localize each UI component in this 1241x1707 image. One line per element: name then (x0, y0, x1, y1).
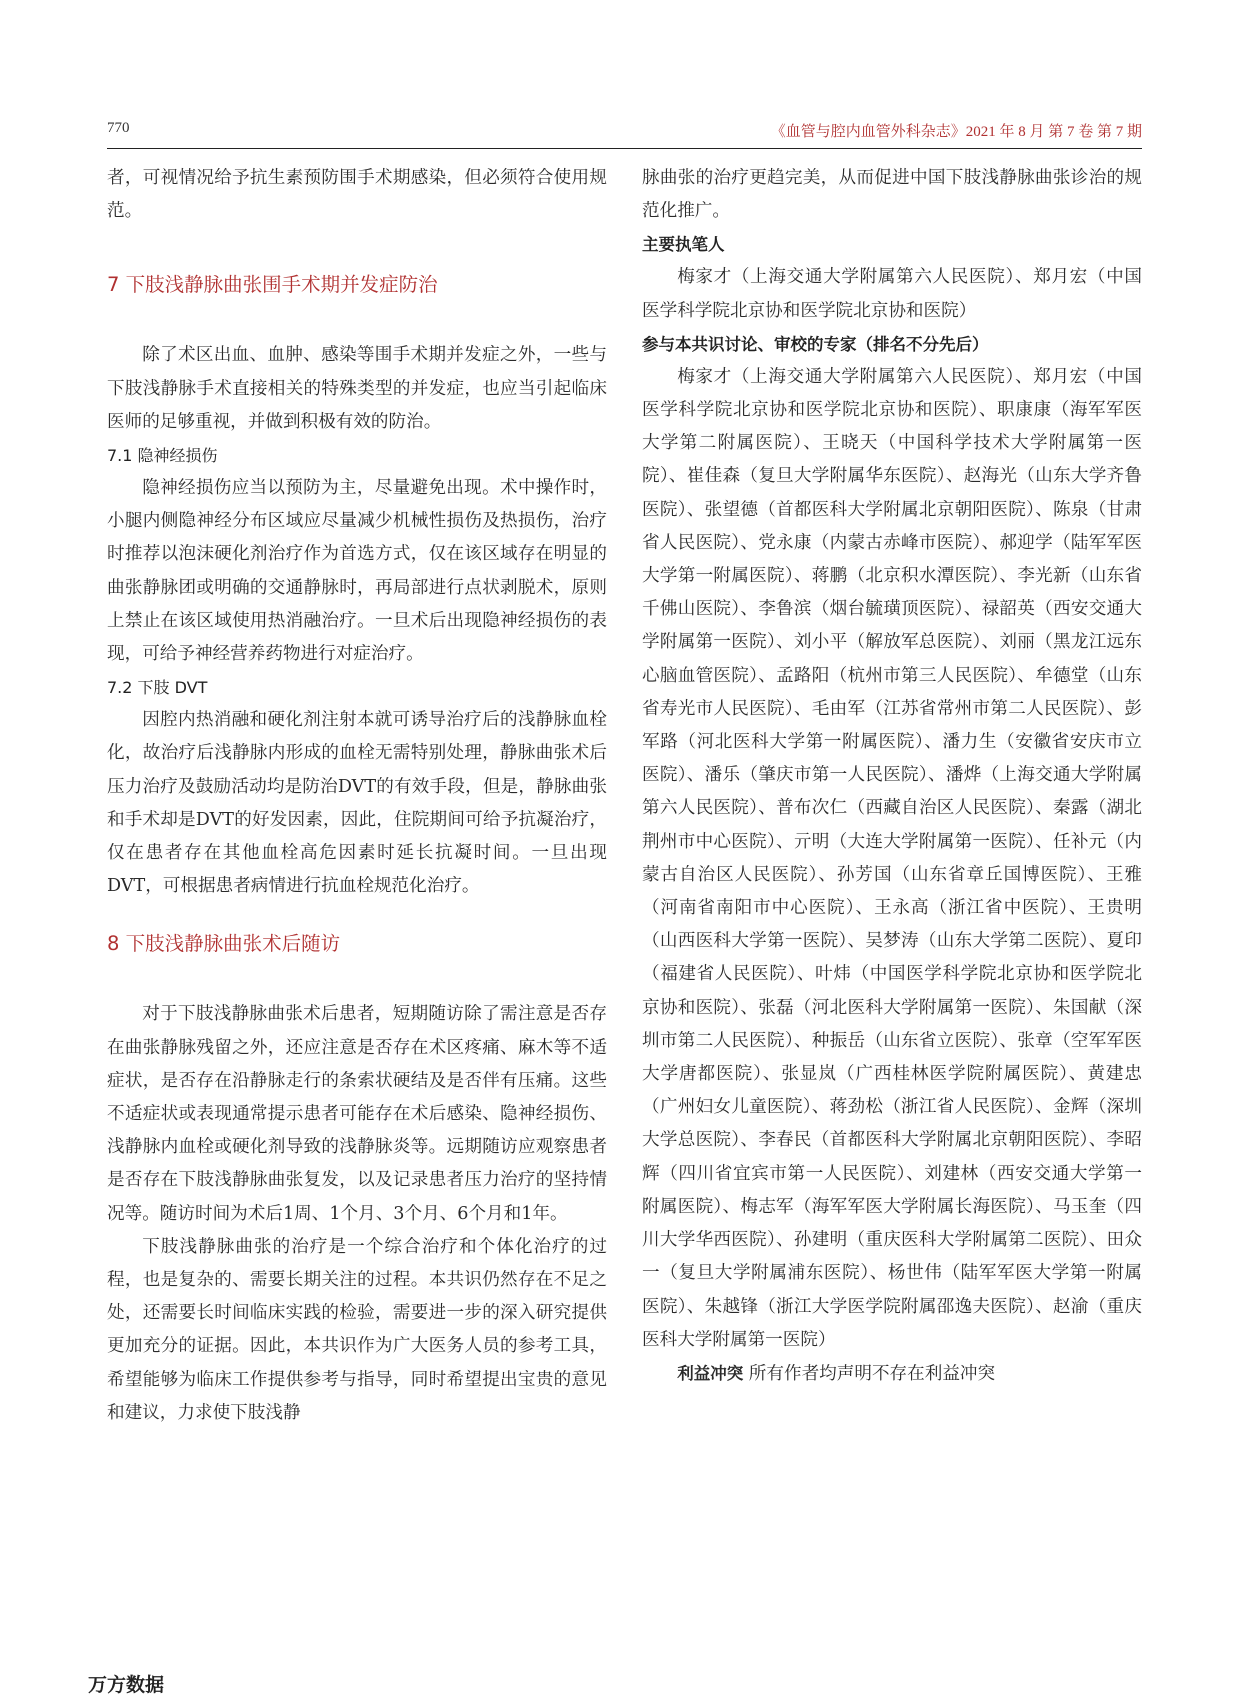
experts-heading: 参与本共识讨论、审校的专家（排名不分先后） (642, 334, 989, 354)
section-8-paragraph-1: 对于下肢浅静脉曲张术后患者，短期随访除了需注意是否存在曲张静脉残留之外，还应注意是否存在术区疼痛、麻木等不适症状，是否存在沿静脉走行的条索状硬结及是否伴有压痛。这些不适症状或表现通常提示患者可能存在术后感染、隐神经损伤、浅静脉内血栓或硬化剂导致的浅静脉炎等。远期随访应观察患者是否存在下肢浅静脉曲张复发，以及记录患者压力治疗的坚持情况等。随访时间为术后1周、1个月、3个月、6个月和1年。 (107, 1004, 607, 1224)
section-7-title: 7 下肢浅静脉曲张围手术期并发症防治 (107, 273, 438, 297)
section-7-1-paragraph: 隐神经损伤应当以预防为主，尽量避免出现。术中操作时，小腿内侧隐神经分布区域应尽量减少机械性损伤及热损伤，治疗时推荐以泡沫硬化剂治疗作为首选方式，仅在该区域存在明显的曲张静脉团或明确的交通静脉时，再局部进行点状剥脱术，原则上禁止在该区域使用热消融治疗。一旦术后出现隐神经损伤的表现，可给予神经营养药物进行对症治疗。 (107, 478, 607, 665)
conflict-label: 利益冲突 (677, 1363, 744, 1383)
section-8-title: 8 下肢浅静脉曲张术后随访 (107, 932, 341, 956)
journal-citation: 《血管与腔内血管外科杂志》2021 年 8 月 第 7 卷 第 7 期 (770, 124, 1142, 140)
watermark-text: 万方数据 (88, 1674, 165, 1696)
page-number: 770 (107, 120, 130, 136)
authors-list: 梅家才（上海交通大学附属第六人民医院）、郑月宏（中国医学科学院北京协和医学院北京协和医院） (642, 267, 1142, 321)
section-8-paragraph-2: 下肢浅静脉曲张的治疗是一个综合治疗和个体化治疗的过程，也是复杂的、需要长期关注的过程。本共识仍然存在不足之处，还需要长时间临床实践的检验，需要进一步的深入研究提供更加充分的证据。因此，本共识作为广大医务人员的参考工具，希望能够为临床工作提供参考与指导，同时希望提出宝贵的意见和建议，力求使下肢浅静 (107, 1236, 607, 1423)
header-rule (107, 148, 1142, 149)
conflict-text: 所有作者均声明不存在利益冲突 (748, 1363, 996, 1384)
experts-list: 梅家才（上海交通大学附属第六人民医院）、郑月宏（中国医学科学院北京协和医学院北京协和医院）、职康康（海军军医大学第二附属医院）、王晓天（中国科学技术大学附属第一医院）、崔佳森（复旦大学附属华东医院）、赵海光（山东大学齐鲁医院）、张望德（首都医科大学附属北京朝阳医院）、陈泉（甘肃省人民医院）、党永康（内蒙古赤峰市医院）、郝迎学（陆军军医大学第一附属医院）、蒋鹏（北京积水潭医院）、李光新（山东省千佛山医院）、李鲁滨（烟台毓璜顶医院）、禄韶英（西安交通大学附属第一医院）、刘小平（解放军总医院）、刘丽（黑龙江远东心脑血管医院）、孟路阳（杭州市第三人民医院）、牟德堂（山东省寿光市人民医院）、毛由军（江苏省常州市第二人民医院）、彭军路（河北医科大学第一附属医院）、潘力生（安徽省安庆市立医院）、潘乐（肇庆市第一人民医院）、潘烨（上海交通大学附属第六人民医院）、普布次仁（西藏自治区人民医院）、秦露（湖北荆州市中心医院）、亓明（大连大学附属第一医院）、任补元（内蒙古自治区人民医院）、孙芳国（山东省章丘国博医院）、王雅（河南省南阳市中心医院）、王永高（浙江省中医院）、王贵明（山西医科大学第一医院）、吴梦涛（山东大学第二医院）、夏印（福建省人民医院）、叶炜（中国医学科学院北京协和医学院北京协和医院）、张磊（河北医科大学附属第一医院）、朱国献（深圳市第二人民医院）、种振岳（山东省立医院）、张章（空军军医大学唐都医院）、张显岚（广西桂林医学院附属医院）、黄建忠（广州妇女儿童医院）、蒋劲松（浙江省人民医院）、金辉（深圳大学总医院）、李春民（首都医科大学附属北京朝阳医院）、李昭辉（四川省宜宾市第一人民医院）、刘建林（西安交通大学第一附属医院）、梅志军（海军军医大学附属长海医院）、马玉奎（四川大学华西医院）、孙建明（重庆医科大学附属第二医院）、田众一（复旦大学附属浦东医院）、杨世伟（陆军军医大学第一附属医院）、朱越锋（浙江大学医学院附属邵逸夫医院）、赵渝（重庆医科大学附属第一医院） (642, 366, 1142, 1350)
intro-paragraph: 者，可视情况给予抗生素预防围手术期感染，但必须符合使用规范。 (107, 168, 607, 222)
authors-heading: 主要执笔人 (642, 235, 725, 255)
section-7-1-title: 7.1 隐神经损伤 (107, 446, 218, 466)
page-header (107, 118, 1142, 146)
continued-paragraph: 脉曲张的治疗更趋完美，从而促进中国下肢浅静脉曲张诊治的规范化推广。 (642, 168, 1142, 222)
left-column (107, 162, 607, 1430)
section-7-2-paragraph: 因腔内热消融和硬化剂注射本就可诱导治疗后的浅静脉血栓化，故治疗后浅静脉内形成的血栓无需特别处理，静脉曲张术后压力治疗及鼓励活动均是防治DVT的有效手段，但是，静脉曲张和手术却是DVT的好发因素，因此，住院期间可给予抗凝治疗，仅在患者存在其他血栓高危因素时延长抗凝时间。一旦出现DVT，可根据患者病情进行抗血栓规范化治疗。 (107, 710, 607, 897)
conflict-statement (642, 1357, 1142, 1391)
section-7-paragraph: 除了术区出血、血肿、感染等围手术期并发症之外，一些与下肢浅静脉手术直接相关的特殊类型的并发症，也应当引起临床医师的足够重视，并做到积极有效的防治。 (107, 345, 607, 432)
right-column (642, 162, 1142, 1391)
section-7-2-title: 7.2 下肢 DVT (107, 678, 208, 698)
